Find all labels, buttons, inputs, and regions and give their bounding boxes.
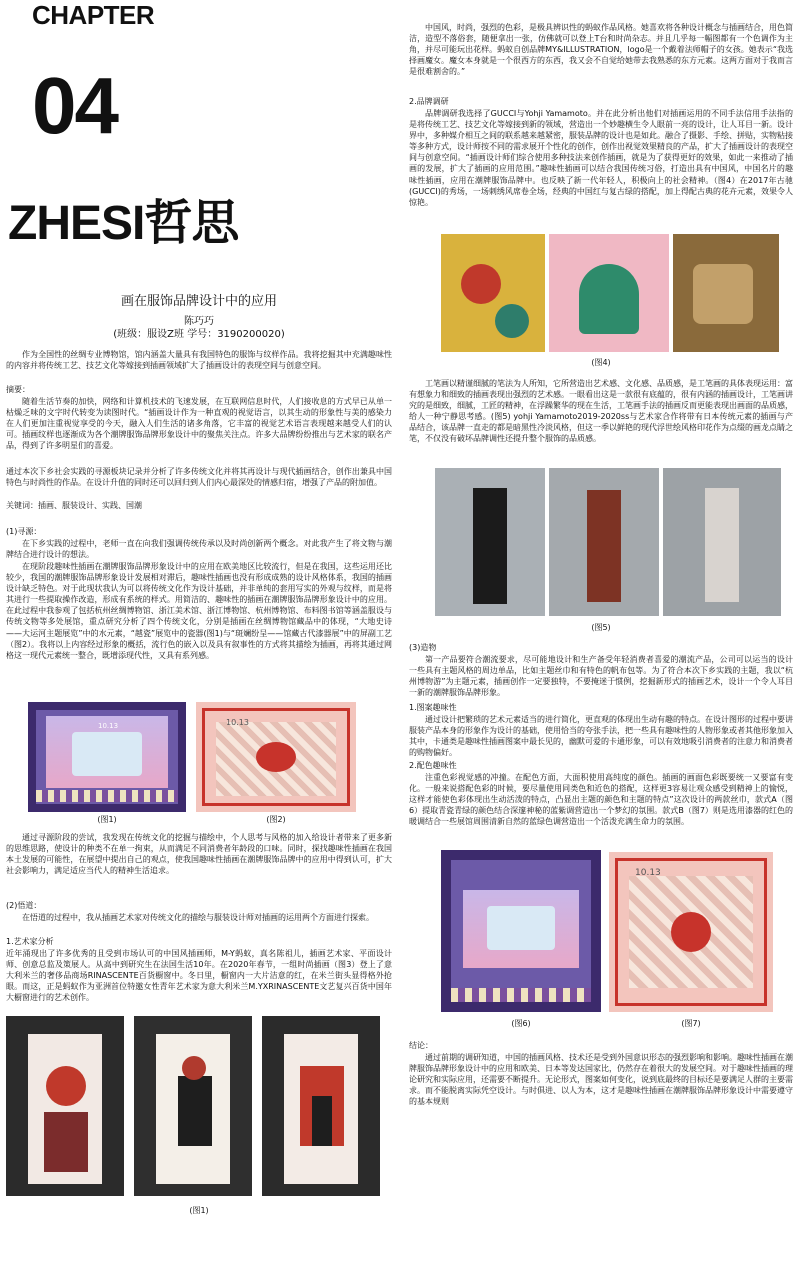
figure-1-caption: (图1) xyxy=(97,815,117,824)
chapter-label: CHAPTER xyxy=(32,0,155,30)
figure-2-text: 10.13 xyxy=(226,718,249,727)
right-column xyxy=(403,0,800,1280)
left-column xyxy=(0,0,398,1280)
figure-3-photo-2 xyxy=(134,1016,252,1196)
keywords: 关键词：插画、服装设计、实践、国潮 xyxy=(6,501,142,510)
conclusion-heading: 结论： xyxy=(409,1041,433,1050)
figure-2-caption: (图2) xyxy=(266,815,286,824)
figure-7-text: 10.13 xyxy=(635,868,661,878)
section-3-heading: (3)造物 xyxy=(409,643,437,652)
section-title: ZHESI哲思 xyxy=(8,197,239,250)
right-paragraph-3: 工笔画以精谨细腻的笔法为人所知，它所营造出艺术感、文化感、品质感，是工笔画的具体表现运用：富有想象力和细致的插画表现出强烈的艺术感。一眼看出这是一款很有底蕴的，很有内涵的插画设计，工笔画讲究的是细致，细腻，工匠的精神，在浮躁繁华的现在生活，工笔画手法的插画反而更能表现出画面的品质感，给人一种宁静思考感。(图5) yohji Yamamoto2019-2020ss与艺术家合作将带有日本传统元素的插画与产品结合，该品牌一直走的都是暗黑性冷淡风格，但这一季以鲜艳的现代浮世绘风格印花作为点缀的画龙点睛之笔，不仅没有破坏品牌调性还提升整个服饰的品质感。 xyxy=(409,379,793,444)
figure-4-photo-2 xyxy=(549,234,669,352)
chapter-number: 04 xyxy=(32,61,117,150)
author-name: 陈巧巧 xyxy=(184,316,214,327)
article-author xyxy=(0,315,398,341)
section-1-paragraph-2: 在现阶段趣味性插画在潮牌服饰品牌形象设计中的应用在欧美地区比较流行，但是在我国，这些运用还比较少，我国的潮牌服饰品牌形象设计发展相对滞后，趣味性插画也没有形成成熟的设计风格体系，我国的插画设计缺乏特色。对于此现状我认为可以将传统文化作为设计基础，并非单纯的套用写实的外观与纹样，而是将其进行一些提取操作改造，形成有系统的样式。用简洁的、趣味性的插画在潮牌服饰品牌形象设计中的应用。在此过程中我参观了包括杭州丝绸博物馆、浙江美术馆、浙江博物馆、杭州博物馆、布料图书馆等涵盖服设与传统文物等多处展馆，重点研究分析了四个传统文化，分别是插画在丝绸博物馆藏品中的体现，“大地史诗——大运河主题展览”中的水元素，“越瓷”展览中的瓷器(图1)与“斑斓纷呈——馆藏古代漆器展”中的屏副工艺（图2）。我将以上内容经过形象的概括，流行色的嵌入以及具有叙事性的方式将其描绘为插画，再将其通过网格这一现代元素统一整合，既增添现代性，又具有系列感。 xyxy=(6,562,392,660)
figure-3-caption: (图1) xyxy=(189,1206,209,1215)
figure-2-scarf xyxy=(196,702,356,812)
section-1-paragraph-3: 通过寻源阶段的尝试，我发现在传统文化的挖掘与描绘中，个人思考与风格的加入给设计者带来了更多新的思维思路，使设计的种类不在单一拘束，从而满足不同消费者年龄段的口味。同时，探找趣味性插画在我国本土发展的可能性，在展望中提出自己的观点，使我国趣味性插画在潮牌服饰品牌中的应用中得到认可，扩大社会影响力，满足适应当代人的精神生活追求。 xyxy=(6,833,392,876)
figure-1-text: 10.13 xyxy=(98,722,119,730)
section-2-subheading-1: 1.艺术家分析 xyxy=(6,937,54,946)
article-title: 画在服饰品牌设计中的应用 xyxy=(120,294,277,309)
figure-7-caption: (图7) xyxy=(681,1019,701,1028)
figure-4-caption: (图4) xyxy=(591,358,611,367)
figure-3-photo-1 xyxy=(6,1016,124,1196)
section-3-paragraph: 第一产品要符合潮流要求，尽可能地设计和生产备受年轻消费者喜爱的潮流产品，公司可以运当的设计 一些具有主题风格的周边单品，比如主题丝巾和有特色的帆布包等。为了符合本次下乡实践的主题，我以“杭州博物游”为主题元素，插画创作一定要独特，不要掩迷于惯例，挖掘新形式的插画艺术，设计一个令人耳目一新的潮牌服饰品牌形象。 xyxy=(409,655,793,698)
author-affiliation: (班级：服设Z班 学号：3190200020) xyxy=(113,329,285,340)
figure-3-photo-3 xyxy=(262,1016,380,1196)
figure-5-caption: (图5) xyxy=(591,623,611,632)
pattern-fun-heading: 1.图案趣味性 xyxy=(409,703,457,712)
abstract-paragraph: 随着生活节奏的加快，网络和计算机技术的飞速发展，在互联网信息时代，人们接收息的方式早已从单一枯燥乏味的文字时代转变为读图时代。“插画设计作为一种直观的视觉语言，以其生动的形象性与美的感染力在人们更加注重视觉享受的今天，融入人们生活的诸多角落，它丰富的视觉艺术语言表现越来越受人们的认可。插画纹样也逐渐成为各个潮牌服饰品牌形象设计中的聚焦关注点。许多大品牌纷纷推出与艺术家的联名产品，得到了许多明星们的喜爱。 xyxy=(6,397,392,451)
figure-5-photo-1 xyxy=(435,468,545,616)
right-paragraph-1: 中国风，时尚，强烈的色彩，是极具辨识性的蚂蚁作品风格。她喜欢将各种设计概念与插画结合，用色简洁，造型不落俗套，随便拿出一张，仿佛就可以登上T台和时尚杂志。并且几乎每一幅图都有一个色调作为主角，并尽可能玩出花样。蚂蚁自创品牌MY&ILLUSTRATION，logo是一个戴着法师帽子的女孩。她表示“我选择画魔女。魔女本身就是一个很西方的东西，我又会不自觉给她带去我熟悉的东方元素。这两方面对于我而言是很难割舍的。” xyxy=(409,23,793,77)
figure-4-photo-3 xyxy=(673,234,779,352)
section-2-paragraph-2: 近年涌现出了许多优秀的且受到市场认可的中国风插画师，M-Y蚂蚁，真名陈祖儿，插画艺术家、平面设计师、创意总监及策展人。从高中到研究生在法国生活10年。在2020年春节，一组时尚插画（图3）登上了意大利米兰的奢侈品商场RINASCENTE百货橱窗中。冬日里，橱窗内一大片洁意的红，在米兰街头显得格外抢眼。而这，正是蚂蚁作为亚洲首位特邀女性青年艺术家为意大利米兰M.YXRINASCENTE文艺复兴百货中国年大橱窗进行的艺术创作。 xyxy=(6,949,392,1003)
figure-4-photo-1 xyxy=(441,234,545,352)
figure-6-scarf xyxy=(441,850,601,1012)
brand-research-heading: 2.品牌调研 xyxy=(409,97,449,106)
section-1-heading: (1)寻源： xyxy=(6,527,42,536)
conclusion-paragraph: 通过前期的调研知道，中国的插画风格、技术还是受到外国意识形态的强烈影响和影响。趣味性插画在潮牌服饰品牌形象设计中的应用和欧美、日本等发达国家比，仍然存在着很大的发展空间。对于趣味性插画的理论研究和实际应用，还需要不断提升。无论形式，图案如何变化，说到底最终的目标还是要满足人群的主要需求。而不能脱离实际凭空设计。与时俱进、以人为本，这才是趣味性插画在潮牌服饰品牌形象设计中需要遵守的基本规则 xyxy=(409,1053,793,1107)
color-fun-paragraph: 注重色彩视觉感的冲撞。在配色方面，大面积使用高纯度的颜色。插画的画面色彩既要统一又要富有变化。一般来说搭配色彩的时候，要尽量使用同类色和近色的搭配，这样更3容易让观众感受到精神上的愉悦，这样才能使色彩体现出生动活泼的特点，凸显出主题的颜色和主题的特点”这次设计的两款丝巾，款式A（图6）提取青瓷青绿的颜色结合深邃神秘的蓝紫调营造出一个梦幻的氛围。款式B（图7）则是选用漆器的红色的暖调结合一些展馆周围清新自然的蓝绿色调营造出一个活泼充满生命力的氛围。 xyxy=(409,773,793,827)
figure-7-scarf xyxy=(609,852,773,1012)
figure-6-caption: (图6) xyxy=(511,1019,531,1028)
abstract-label: 摘要： xyxy=(6,385,30,394)
figure-5-photo-3 xyxy=(663,468,781,616)
section-2-paragraph-1: 在悟道的过程中，我从插画艺术家对传统文化的描绘与服装设计师对插画的运用两个方面进行探索。 xyxy=(22,913,374,922)
figure-5-photo-2 xyxy=(549,468,659,616)
intro-paragraph: 作为全国性的丝绸专业博物馆，馆内涵盖大量具有我国特色的服饰与纹样作品。我将挖掘其中充满趣味性的内容并将传统工艺、技艺文化等嫁接到插画领域扩大了插画设计的表现空间与创意空间。 xyxy=(6,350,392,371)
figure-1-scarf xyxy=(28,702,186,812)
section-2-heading: (2)悟道： xyxy=(6,901,42,910)
section-1-paragraph-1: 在下乡实践的过程中，老师一直在向我们强调传统传承以及时尚创新两个概念。对此我产生了将文物与潮牌结合进行设计的想法。 xyxy=(6,539,392,560)
abstract-paragraph-2: 通过本次下乡社会实践的寻源板块记录并分析了许多传统文化并将其再设计与现代插画结合，创作出兼具中国特色与时尚性的作品。在设计升值的同时还可以回归到人们内心最深处的情感归宿，增强了产品的附加值。 xyxy=(6,467,392,488)
pattern-fun-paragraph: 通过设计把繁琐的艺术元素适当的进行简化，更直观的体现出生动有趣的特点。在设计图形的过程中要讲服装产品本身的形象作为设计的基础，使用恰当的夸张手法，把一些具有趣味性的人物形象或者其他形象加入其中，卡通类是趣味性插画图案中最长见的，幽默可爱的卡通形象，可以有效地吸引消费者的注意力和消费者的购物偏好。 xyxy=(409,715,793,758)
brand-research-paragraph: 品牌调研我选择了GUCCI与Yohji Yamamoto。并在此分析出他们对插画运用的不同手法信用手法指的是将传统工艺、技艺文化等嫁接到新的领域，营造出一个妙趣横生令人眼前一亮的设计，让人耳目一新。设计界中，多种媒介相互之间的联系越来越紧密，服装品牌的设计也是如此。融合了摄影、手绘、拼贴，实物粘接等多种方式，设计师按不同的需求展开个性化的创作，创作出视觉效果精良的产品，扩大了插画设计的表现空间与创意空间。“插画设计师们综合使用多种技法来创作插画，就是为了获得更好的效果，如此一来推动了插画的发展，扩大了插画的应用范围。”趣味性插画可以结合我国传统习俗，打造出具有中国风，中国名片的趣味性插画，应用在潮牌服饰品牌中。也反映了新一代年轻人，积极向上的社会精神。（图4）在2017年古驰(GUCCI)的秀场，一场刺绣风席卷全场，经典的中国红与复古绿的搭配，加上得配古典的花卉元素，效果令人惊艳。 xyxy=(409,109,793,207)
color-fun-heading: 2.配色趣味性 xyxy=(409,761,457,770)
